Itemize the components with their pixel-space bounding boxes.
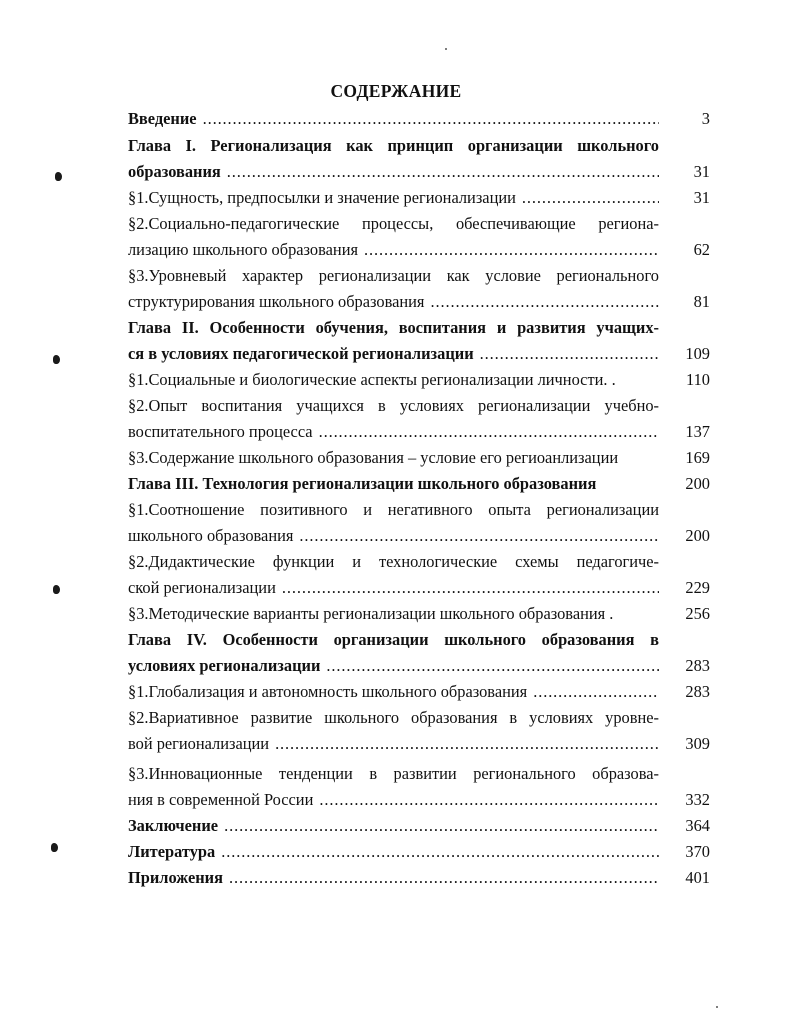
- toc-entry-text: школьного образования: [128, 526, 294, 545]
- toc-page-number: 256: [685, 604, 710, 623]
- dot-leader: [299, 526, 659, 546]
- dot-leader: [319, 790, 659, 810]
- toc-page-number: 110: [686, 370, 710, 389]
- toc-page-number: 31: [693, 188, 710, 207]
- toc-chapter-heading-cont: [128, 162, 659, 182]
- toc-section-entry-cont: [128, 292, 659, 312]
- toc-chapter-heading: Глава II. Особенности обучения, воспитания и развития учащих-: [128, 318, 659, 337]
- dot-leader: [522, 188, 659, 208]
- toc-section-entry: §3.Содержание школьного образования – условие его региоанлизации: [128, 448, 619, 467]
- dot-leader: [430, 292, 659, 312]
- toc-entry-text: Заключение: [128, 816, 219, 835]
- dot-leader: [326, 656, 659, 676]
- toc-section-entry: §2.Опыт воспитания учащихся в условиях регионализации учебно-: [128, 396, 659, 415]
- page-title: СОДЕРЖАНИЕ: [330, 81, 462, 101]
- toc-section-entry: §1.Социальные и биологические аспекты регионализации личности. .: [128, 370, 616, 389]
- dot-leader: [229, 868, 659, 888]
- toc-section-entry: §2.Социально-педагогические процессы, обеспечивающие регионa-: [128, 214, 659, 233]
- toc-section-entry-cont: [128, 790, 659, 810]
- toc-section-entry: [128, 188, 659, 208]
- toc-entry-text: §1.Сущность, предпосылки и значение регионализации: [128, 188, 516, 207]
- toc-page-number: 109: [685, 344, 710, 363]
- dot-leader: [275, 734, 659, 754]
- toc-page-number: 364: [685, 816, 710, 835]
- toc-entry-text: ся в условиях педагогической регионализации: [128, 344, 474, 363]
- toc-entry-text: Литература: [128, 842, 216, 861]
- toc-page-number: 137: [685, 422, 710, 441]
- toc-section-entry: §3.Уровневый характер регионализации как условие регионального: [128, 266, 659, 285]
- toc-section-entry-cont: [128, 734, 659, 754]
- dot-leader: [221, 842, 659, 862]
- dot-leader: [224, 816, 659, 836]
- toc-section-entry: §1.Соотношение позитивного и негативного опыта регионализации: [128, 500, 659, 519]
- toc-entry-text: условиях регионализации: [128, 656, 321, 675]
- toc-section-entry: [128, 682, 659, 702]
- toc-chapter-heading: Глава IV. Особенности организации школьного образования в: [128, 630, 659, 649]
- toc-entry-text: §1.Глобализация и автономность школьного образования: [128, 682, 528, 701]
- scan-speck: [51, 843, 58, 852]
- toc-section-entry: §3.Методические варианты регионализации школьного образования .: [128, 604, 614, 623]
- toc-section-entry-cont: [128, 526, 659, 546]
- toc-entry-literature: [128, 842, 659, 862]
- dot-leader: [319, 422, 659, 442]
- toc-page-number: 309: [685, 734, 710, 753]
- toc-page-number: 200: [685, 526, 710, 545]
- dot-leader: [227, 162, 659, 182]
- toc-entry-text: образования: [128, 162, 221, 181]
- toc-chapter-heading: Глава III. Технология регионализации школьного образования: [128, 474, 597, 493]
- toc-entry-introduction: [128, 109, 659, 129]
- toc-entry-conclusion: [128, 816, 659, 836]
- toc-entry-text: структурирования школьного образования: [128, 292, 425, 311]
- toc-page-number: 81: [693, 292, 710, 311]
- toc-page-number: 283: [685, 656, 710, 675]
- toc-page-number: 62: [693, 240, 710, 259]
- toc-page-number: 3: [701, 109, 710, 128]
- toc-entry-text: лизацию школьного образования: [128, 240, 359, 259]
- toc-section-entry: §2.Дидактические функции и технологические схемы педагогиче-: [128, 552, 659, 571]
- scan-dot: [445, 48, 447, 50]
- dot-leader: [480, 344, 659, 364]
- toc-chapter-heading: Глава I. Регионализация как принцип организации школьного: [128, 136, 659, 155]
- toc-section-entry: §2.Вариативное развитие школьного образования в условиях уровне-: [128, 708, 659, 727]
- dot-leader: [364, 240, 659, 260]
- toc-chapter-heading-cont: [128, 344, 659, 364]
- scan-speck: [53, 355, 60, 364]
- scan-speck: [53, 585, 60, 594]
- toc-page-number: 370: [685, 842, 710, 861]
- toc-section-entry-cont: [128, 240, 659, 260]
- toc-section-entry: §3.Инновационные тенденции в развитии регионального образова-: [128, 764, 659, 783]
- dot-leader: [533, 682, 659, 702]
- dot-leader: [203, 109, 659, 129]
- toc-section-entry-cont: [128, 422, 659, 442]
- toc-entry-text: вой регионализации: [128, 734, 270, 753]
- toc-entry-text: Приложения: [128, 868, 223, 887]
- toc-section-entry-cont: [128, 578, 659, 598]
- toc-page-number: 283: [685, 682, 710, 701]
- toc-page-number: 31: [693, 162, 710, 181]
- toc-page-number: 229: [685, 578, 710, 597]
- toc-page-number: 200: [685, 474, 710, 493]
- toc-page-number: 401: [685, 868, 710, 887]
- toc-entry-text: воспитательного процесса: [128, 422, 313, 441]
- toc-page-number: 169: [685, 448, 710, 467]
- toc-entry-text: ния в современной России: [128, 790, 314, 809]
- scan-dot: [716, 1006, 718, 1008]
- scan-speck: [55, 172, 62, 181]
- toc-entry-appendices: [128, 868, 659, 888]
- toc-chapter-heading-cont: [128, 656, 659, 676]
- toc-entry-text: Введение: [128, 109, 197, 128]
- dot-leader: [282, 578, 659, 598]
- toc-page-number: 332: [685, 790, 710, 809]
- toc-entry-text: ской регионализации: [128, 578, 276, 597]
